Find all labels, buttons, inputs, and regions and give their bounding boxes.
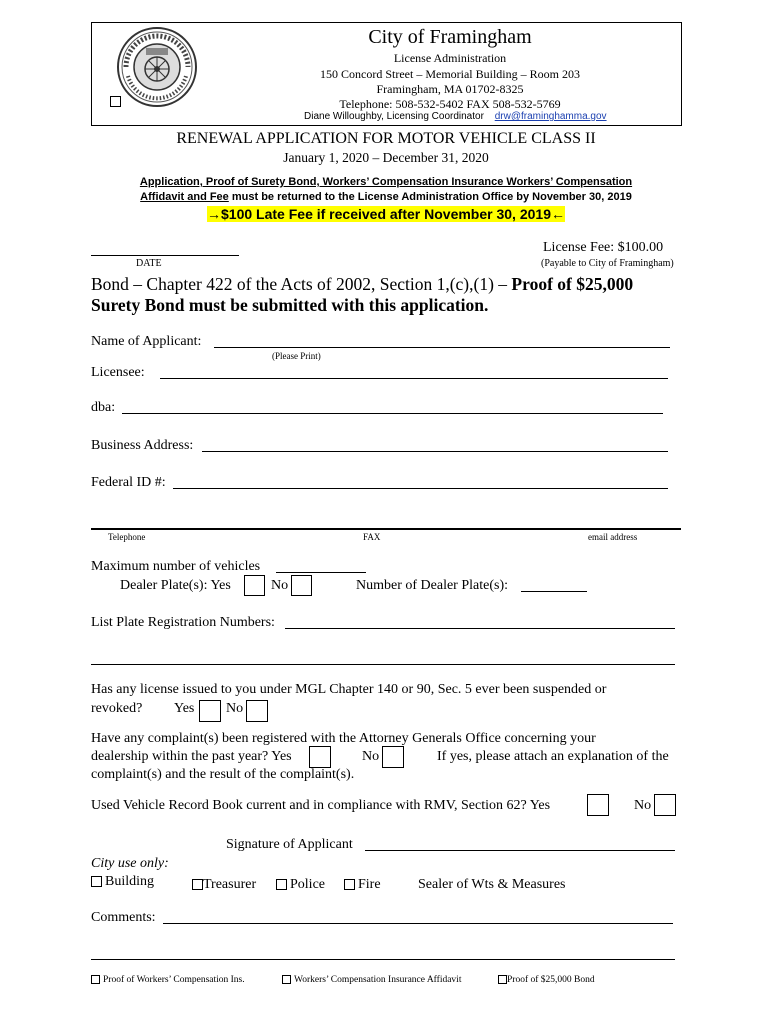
max-vehicles-label: Maximum number of vehicles (91, 559, 261, 574)
city-check-fire[interactable]: Fire (344, 877, 381, 893)
question-record-book: Used Vehicle Record Book current and in compliance with RMV, Section 62? Yes (91, 798, 551, 813)
license-period: January 1, 2020 – December 31, 2020 (283, 150, 489, 165)
list-plates-label: List Plate Registration Numbers: (91, 615, 275, 630)
comments-field-2[interactable] (91, 959, 675, 960)
coordinator-line (304, 111, 607, 122)
dealer-plates-no-checkbox[interactable] (291, 575, 312, 596)
question-complaints-yes-checkbox[interactable] (309, 746, 331, 768)
dba-field[interactable] (122, 413, 663, 414)
dealer-plates-label: Dealer Plate(s): Yes (120, 578, 231, 593)
question-suspended-line-2: revoked? (91, 701, 143, 716)
applicant-label: Name of Applicant: (91, 334, 202, 349)
department: License Administration (393, 51, 507, 65)
email-label: email address (588, 532, 638, 542)
question-record-book-yes-checkbox[interactable] (587, 794, 609, 816)
footer-check-workers-comp-affidavit[interactable]: Workers’ Compensation Insurance Affidavit (282, 975, 461, 985)
please-print-note: (Please Print) (272, 351, 321, 361)
city-check-treasurer[interactable]: Treasurer (192, 877, 256, 893)
dealer-plates-yes-checkbox[interactable] (244, 575, 265, 596)
city-seal-image (116, 26, 198, 108)
business-address-field[interactable] (202, 451, 668, 452)
phone-fax: Telephone: 508-532-5402 FAX 508-532-5769 (339, 97, 561, 111)
question-suspended-yes-label: Yes (174, 701, 195, 716)
address-line-2: Framingham, MA 01702-8325 (376, 82, 524, 96)
city-check-building[interactable]: Building (91, 874, 154, 890)
comments-field[interactable] (163, 923, 673, 924)
contact-field-line[interactable] (91, 528, 681, 530)
footer-check-workers-comp-ins[interactable]: Proof of Workers’ Compensation Ins. (91, 975, 245, 985)
question-record-book-no-checkbox[interactable] (654, 794, 676, 816)
federal-id-label: Federal ID #: (91, 475, 166, 490)
police-checkbox[interactable] (276, 879, 287, 890)
bond-checkbox[interactable] (498, 975, 507, 984)
workers-comp-ins-checkbox[interactable] (91, 975, 100, 984)
licensee-label: Licensee: (91, 365, 145, 380)
fax-label: FAX (363, 532, 381, 542)
city-use-label: City use only: (91, 856, 169, 871)
notice-line-2: Affidavit and Fee must be returned to the License Administration Office by November 30, 2019 (140, 191, 632, 203)
coordinator-name: Diane Willoughby, Licensing Coordinator (304, 111, 484, 122)
max-vehicles-field[interactable] (276, 572, 366, 573)
license-fee: License Fee: $100.00 (543, 240, 664, 255)
licensee-field[interactable] (160, 378, 668, 379)
question-suspended-yes-checkbox[interactable] (199, 700, 221, 722)
footer-check-bond[interactable]: Proof of $25,000 Bond (498, 975, 595, 985)
question-suspended-no-label: No (226, 701, 244, 716)
bond-requirement-line-2: Surety Bond must be submitted with this application. (91, 295, 489, 315)
question-complaints-no-checkbox[interactable] (382, 746, 404, 768)
sealer-label: Sealer of Wts & Measures (418, 877, 566, 892)
list-plates-field[interactable] (285, 628, 675, 629)
building-checkbox[interactable] (91, 876, 102, 887)
federal-id-field[interactable] (173, 488, 668, 489)
business-address-label: Business Address: (91, 438, 194, 453)
city-name: City of Framingham (368, 26, 532, 48)
date-field-line[interactable] (91, 255, 239, 256)
question-complaints-line-2: dealership within the past year? Yes (91, 749, 292, 764)
dba-label: dba: (91, 400, 116, 415)
question-suspended-line-1: Has any license issued to you under MGL Chapter 140 or 90, Sec. 5 ever been suspended or (91, 682, 607, 697)
form-title: RENEWAL APPLICATION FOR MOTOR VEHICLE CLASS II (176, 130, 596, 147)
question-complaints-attach-note: If yes, please attach an explanation of the (437, 749, 669, 764)
question-complaints-line-3: complaint(s) and the result of the complaint(s). (91, 767, 355, 782)
coordinator-email-link[interactable]: drw@framinghamma.gov (494, 111, 607, 122)
question-complaints-no-label: No (362, 749, 380, 764)
dealer-plates-no-label: No (271, 578, 289, 593)
treasurer-checkbox[interactable] (192, 879, 203, 890)
question-suspended-no-checkbox[interactable] (246, 700, 268, 722)
header-checkbox[interactable] (110, 96, 121, 107)
question-complaints-line-1: Have any complaint(s) been registered with the Attorney Generals Office concerning your (91, 731, 596, 746)
signature-field[interactable] (365, 850, 675, 851)
telephone-label: Telephone (108, 532, 146, 542)
date-label: DATE (136, 258, 162, 269)
address-line-1: 150 Concord Street – Memorial Building – Room 203 (320, 67, 580, 81)
applicant-field[interactable] (214, 347, 670, 348)
payable-note: (Payable to City of Framingham) (541, 258, 674, 269)
number-dealer-plates-label: Number of Dealer Plate(s): (356, 578, 508, 593)
number-dealer-plates-field[interactable] (521, 591, 587, 592)
late-fee-notice: →$100 Late Fee if received after November 30, 2019← (207, 206, 565, 222)
list-plates-field-2[interactable] (91, 664, 675, 665)
bond-requirement-line-1: Bond – Chapter 422 of the Acts of 2002, Section 1,(c),(1) – Proof of $25,000 (91, 274, 634, 294)
question-record-book-no-label: No (634, 798, 652, 813)
signature-label: Signature of Applicant (226, 837, 353, 852)
fire-checkbox[interactable] (344, 879, 355, 890)
city-check-police[interactable]: Police (276, 877, 325, 893)
notice-line-1: Application, Proof of Surety Bond, Workers’ Compensation Insurance Workers’ Compensation (139, 176, 633, 188)
workers-comp-affidavit-checkbox[interactable] (282, 975, 291, 984)
comments-label: Comments: (91, 910, 156, 925)
